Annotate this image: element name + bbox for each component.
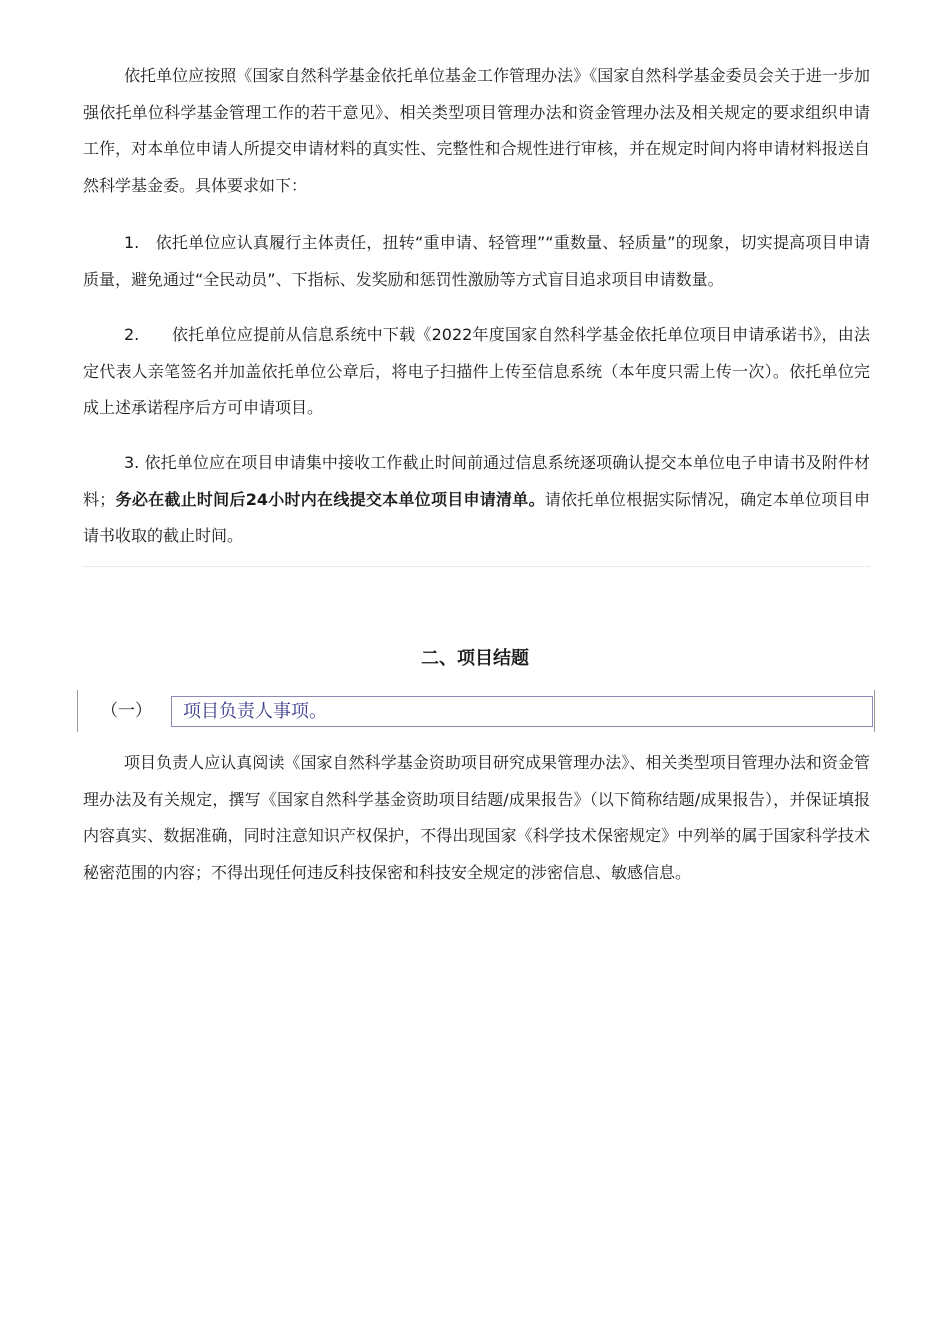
dotted-divider xyxy=(83,566,870,567)
subsection-heading xyxy=(77,690,875,732)
subsection-right-marker xyxy=(874,690,875,732)
requirement-item-2: 2. 依托单位应提前从信息系统中下载《2022年度国家自然科学基金依托单位项目申请承诺书》，由法定代表人亲笔签名并加盖依托单位公章后，将电子扫描件上传至信息系统（本年度只需上传一次）。依托单位完成上述承诺程序后方可申请项目。 xyxy=(83,325,870,417)
leader-paragraph: 项目负责人应认真阅读《国家自然科学基金资助项目研究成果管理办法》、相关类型项目管理办法和资金管理办法及有关规定，撰写《国家自然科学基金资助项目结题/成果报告》（以下简称结题/成果报告），并保证填报内容真实、数据准确，同时注意知识产权保护，不得出现国家《科学技术保密规定》中列举的属于国家科学技术秘密范围的内容；不得出现任何违反科技保密和科技安全规定的涉密信息、敏感信息。 xyxy=(83,753,870,882)
requirement-item-3 xyxy=(83,445,870,555)
subsection-title: 项目负责人事项。 xyxy=(183,701,327,722)
item-3-text-before: 3. 依托单位应在项目申请集中接收工作截止时间前通过信息系统逐项确认提交本单位电子申请书及附件材料； xyxy=(83,453,870,509)
subsection-left-marker xyxy=(77,690,78,732)
subsection-number: （一） xyxy=(101,701,152,721)
intro-paragraph: 依托单位应按照《国家自然科学基金依托单位基金工作管理办法》《国家自然科学基金委员会关于进一步加强依托单位科学基金管理工作的若干意见》、相关类型项目管理办法和资金管理办法及相关规定的要求组织申请工作，对本单位申请人所提交申请材料的真实性、完整性和合规性进行审核，并在规定时间内将申请材料报送自然科学基金委。具体要求如下： xyxy=(83,66,870,195)
section-title: 二、项目结题 xyxy=(421,648,529,669)
requirement-item-1: 1. 依托单位应认真履行主体责任，扭转“重申请、轻管理”“重数量、轻质量”的现象，切实提高项目申请质量，避免通过“全民动员”、下指标、发奖励和惩罚性激励等方式盲目追求项目申请数量。 xyxy=(83,233,870,289)
item-3-text-after: 请依托单位根据实际情况，确定本单位项目申请书收取的截止时间。 xyxy=(83,489,870,545)
subsection-title-box xyxy=(171,696,873,727)
item-3-bold-text: 务必在截止时间后24小时内在线提交本单位项目申请清单。 xyxy=(115,489,545,509)
